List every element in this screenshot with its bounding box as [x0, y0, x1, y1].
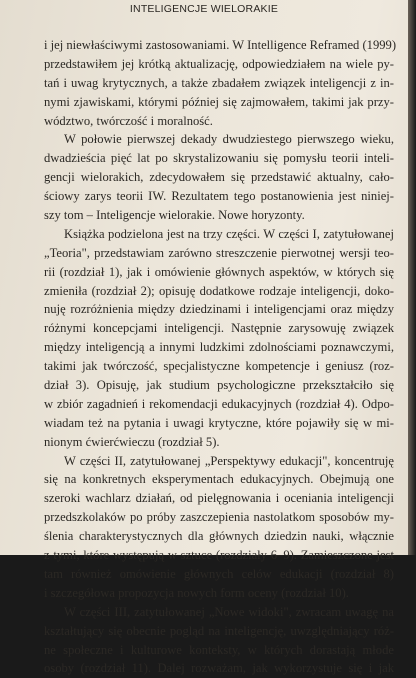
paragraph: [44, 36, 397, 130]
text-line: tań i uwag krytycznych, a także zbadałem związek inteligencji z in-: [44, 75, 394, 90]
text-line: ne społeczne i kulturowe konteksty, w których dorastają młode: [44, 642, 394, 657]
text-line: gencji wielorakich, zdecydowałem się przedstawić aktualny, cało-: [44, 170, 394, 185]
body-text: [44, 36, 397, 678]
text-line: zmieniła (rozdział 2); opisuję dodatkowe rodzaje inteligencji, doko-: [44, 283, 394, 298]
text-line: osoby (rozdział 11). Dalej rozważam, jak wykorzystuje się i jak: [44, 661, 394, 676]
text-line: „Teoria", przedstawiam zarówno streszczenie pierwotnej wersji teo-: [44, 245, 394, 260]
text-line: i szczegółowa propozycja nowych form oceny (rozdział 10).: [44, 585, 349, 600]
text-line: nuję rozróżnienia między dziedzinami i inteligencjami oraz między: [44, 302, 394, 317]
text-line: i jej niewłaściwymi zastosowaniami. W Intelligence Reframed (1999): [44, 38, 397, 52]
text-line: wiadam też na pytania i uwagi krytyczne, które pojawiły się w mi-: [44, 415, 394, 430]
text-line: tam również omówienie głównych celów edukacji (rozdział 8): [44, 566, 394, 581]
paragraph: [44, 130, 394, 224]
text-line: szeroki wachlarz działań, od pielęgnowania i oceniania inteligencji: [44, 491, 394, 506]
text-line: przedstawiłem jej krótką aktualizację, odpowiedziałem na wiele py-: [44, 56, 394, 71]
running-header: INTELIGENCJE WIELORAKIE: [129, 3, 279, 15]
text-line: się na konkretnych eksperymentach edukacyjnych. Obejmują one: [44, 472, 394, 487]
text-line: Książka podzielona jest na trzy części. W części I, zatytułowanej: [64, 226, 394, 241]
text-line: W części II, zatytułowanej „Perspektywy edukacji", koncentruję: [64, 453, 394, 468]
text-line: z tymi, które występują w sztuce (rozdziały 6–9). Zamieszczone jest: [44, 548, 394, 563]
text-line: dział 3). Opisuję, jak studium psychologiczne przekształciło się: [44, 378, 394, 393]
text-line: ściowy zarys teorii IW. Rezultatem tego postanowienia jest niniej-: [44, 189, 394, 204]
text-line: dwadzieścia pięć lat po skrystalizowaniu się pomysłu teorii inteli-: [44, 151, 394, 166]
text-line: W połowie pierwszej dekady dwudziestego pierwszego wieku,: [64, 132, 394, 147]
text-line: takimi jak twórczość, specjalistyczne kompetencje i geniusz (roz-: [44, 359, 394, 374]
text-line: W części III, zatytułowanej „Nowe widoki", zwracam uwagę na: [64, 604, 394, 619]
text-line: ślenia charakterystycznych dla głównych dziedzin nauki, włącznie: [44, 529, 394, 544]
page-edge: [408, 0, 416, 555]
text-line: nymi zjawiskami, którymi później się zajmowałem, takimi jak przy-: [44, 94, 394, 109]
text-line: rii (rozdział 1), jak i omówienie głównych aspektów, w których się: [44, 264, 394, 279]
paragraph: [44, 452, 394, 603]
text-line: nionym ćwierćwieczu (rozdział 5).: [44, 434, 220, 449]
text-line: kształtujący się obecnie pogląd na inteligencję, uwzględniający róż-: [44, 623, 394, 638]
text-line: między inteligencją a innymi ludzkimi zdolnościami poznawczymi,: [44, 340, 394, 355]
paragraph: [44, 225, 394, 452]
text-line: przedszkolaków po próby zaszczepienia nastolatkom sposobów my-: [44, 510, 394, 525]
text-line: różnymi koncepcjami inteligencji. Następnie zarysowuję związek: [44, 321, 394, 336]
text-line: wództwo, twórczość i moralność.: [44, 113, 213, 128]
text-line: w zbiór zagadnień i rekomendacji edukacyjnych (rozdział 4). Odpo-: [44, 396, 394, 411]
paragraph: [44, 603, 394, 678]
text-line: szy tom – Inteligencje wielorakie. Nowe horyzonty.: [44, 208, 305, 223]
